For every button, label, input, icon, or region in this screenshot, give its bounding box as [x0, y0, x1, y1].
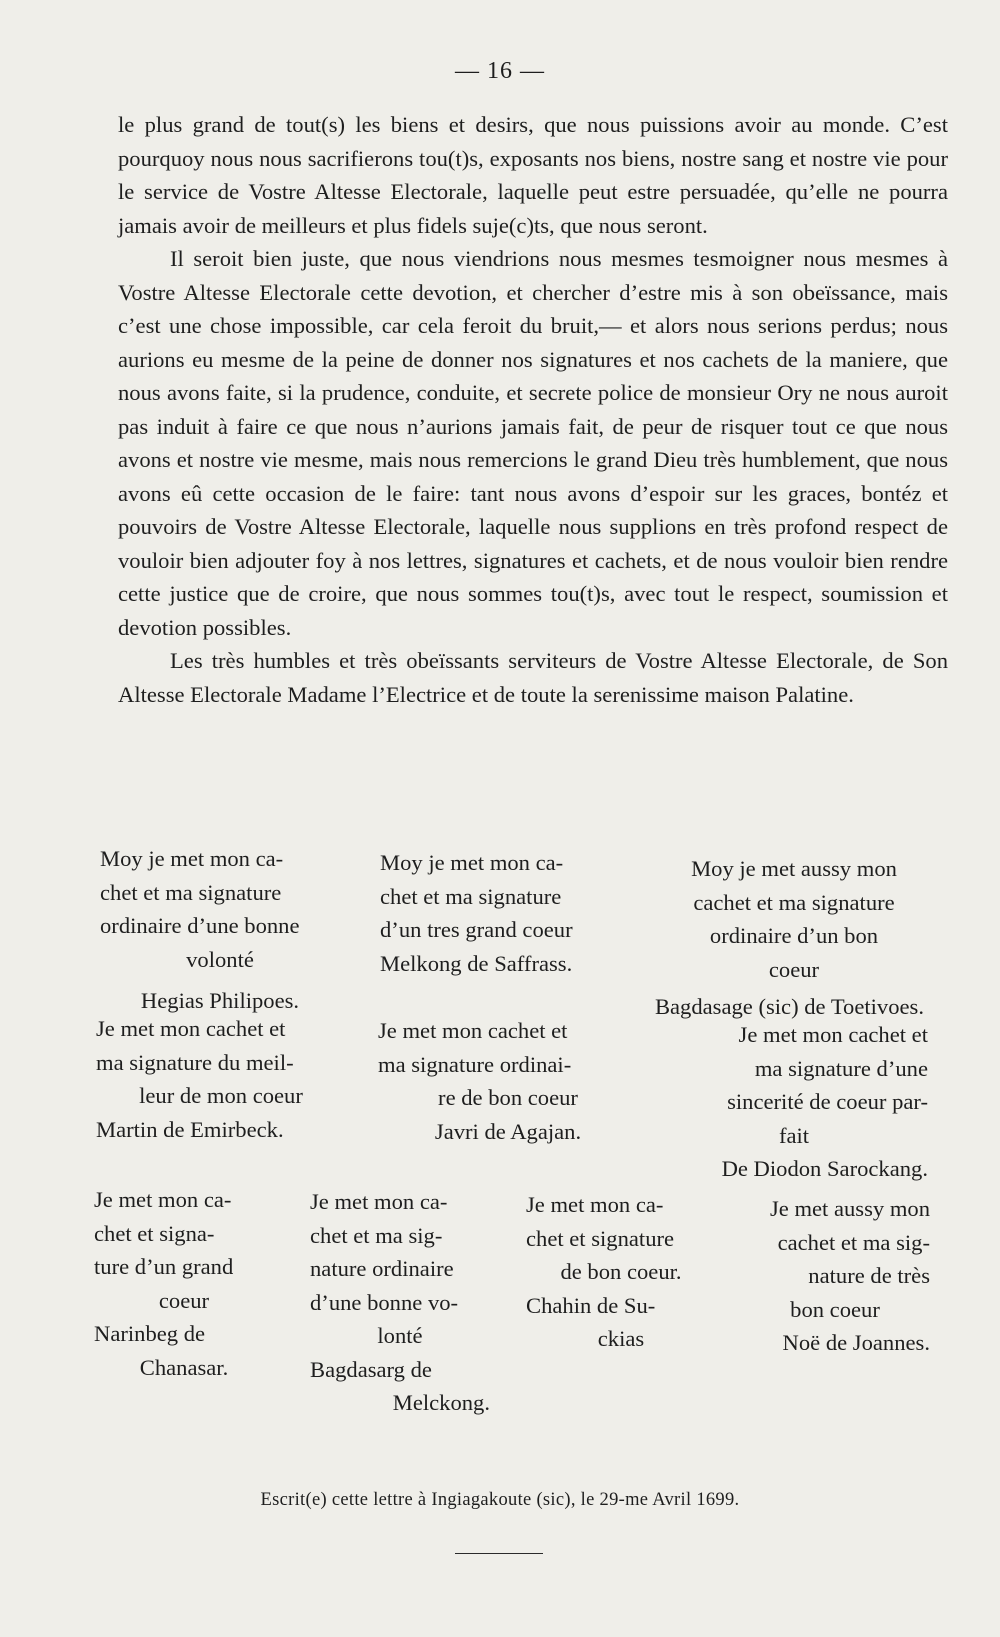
signature-line: Moy je met mon ca-	[380, 850, 564, 875]
paragraph-closing: Les très humbles et très obeïssants serviteurs de Vostre Altesse Electorale, de Son Altesse Electorale Madame l’Electrice et de toute la serenissime maison Palatine.	[118, 648, 948, 707]
signatory-name: ckias	[597, 1326, 645, 1351]
signatory-name: Narinbeg de	[94, 1321, 206, 1346]
signature-javri-de-agajan	[378, 1014, 638, 1148]
signature-line: Je met mon ca-	[94, 1187, 232, 1212]
signature-line: d’un tres grand coeur	[380, 917, 573, 942]
signature-line: lonté	[377, 1323, 423, 1348]
signature-line: ordinaire d’un bon	[709, 923, 879, 948]
signatory-name: Melkong de Saffrass.	[380, 950, 573, 976]
signatory-name: Bagdasage (sic) de Toetivoes.	[654, 994, 924, 1019]
signature-line: Je met mon ca-	[310, 1189, 448, 1214]
signature-line: fait	[778, 1122, 810, 1148]
signatory-name: Chahin de Su-	[526, 1292, 656, 1318]
signature-line: chet et ma sig-	[310, 1222, 443, 1248]
signature-line: ma signature d’une	[754, 1055, 928, 1081]
signature-line: chet et signature	[526, 1225, 675, 1251]
paragraph-2: Il seroit bien juste, que nous viendrions nous mesmes tesmoigner nous mesmes à Vostre Altesse Electorale cette devotion, et chercher d’estre mis à son obeïssance, mais c’est une chose impossible, car cela feroit du bruit,— et alors nous serions perdus; nous aurions eu mesme de la peine de donner nos signatures et nos cachets de la maniere, que nous avons faite, si la prudence, conduite, et secrete police de monsieur Ory ne nous auroit pas induit à faire ce que nous n’aurions jamais fait, de peur de risquer tout ce que nous avons et nostre vie mesme, mais nous remercions le grand Dieu très humblement, que nous avons eû cette occasion de le faire: tant nous avons d’espoir sur les graces, bontéz et pouvoirs de Vostre Altesse Electorale, laquelle nous supplions en très profond respect de vouloir bien adjouter foy à nos lettres, signatures et cachets, et de nous vouloir bien rendre cette justice que de croire, que nous sommes tou(t)s, avec tout le respect, soumission et devotion possibles.	[118, 246, 948, 640]
signature-martin-de-emirbeck	[96, 1012, 346, 1146]
signature-line: Je met aussy mon	[769, 1196, 930, 1221]
signatory-name: Chanasar.	[139, 1354, 229, 1380]
signature-line: ture d’un grand	[94, 1254, 234, 1279]
signature-noe-de-joannes	[740, 1192, 930, 1360]
signature-de-diodon-sarockang	[660, 1018, 928, 1186]
signature-line: Je met mon cachet et	[738, 1022, 928, 1047]
page-number: — 16 —	[455, 58, 545, 84]
signatory-name: Melckong.	[392, 1390, 490, 1415]
signature-line: Je met mon cachet et	[378, 1018, 568, 1043]
signature-line: re de bon coeur	[438, 1085, 578, 1110]
signature-line: cachet et ma sig-	[777, 1229, 930, 1255]
signature-narinbeg-de-chanasar	[94, 1183, 274, 1384]
letter-dateline: Escrit(e) cette lettre à Ingiagakoute (sic), le 29-me Avril 1699.	[260, 1490, 740, 1510]
signature-line: chet et signa-	[94, 1220, 215, 1246]
signature-line: chet et ma signature	[380, 883, 562, 909]
signatory-name: Hegias Philipoes.	[140, 988, 300, 1013]
signatory-name: Bagdasarg de	[310, 1356, 432, 1382]
signature-line: ordinaire d’une bonne	[100, 913, 300, 938]
signature-bagdasage-de-toetivoes	[624, 852, 924, 1024]
signature-line: d’une bonne vo-	[310, 1289, 459, 1315]
signature-line: ma signature du meil-	[96, 1049, 294, 1075]
signature-line: Moy je met aussy mon	[691, 856, 897, 881]
signature-line: bon coeur	[790, 1296, 880, 1322]
signature-line: Je met mon cachet et	[96, 1016, 286, 1041]
signature-line: ma signature ordinai-	[378, 1051, 572, 1077]
signature-hegias-philipoes	[100, 842, 340, 1018]
signature-bagdasarg-de-melckong	[310, 1185, 490, 1420]
paragraph-1: le plus grand de tout(s) les biens et desirs, que nous puissions avoir au monde. C’est pourquoy nous nous sacrifierons tou(t)s, exposants nos biens, nostre sang et nostre vie pour le service de Vostre Altesse Electorale, laquelle peut estre persuadée, qu’elle ne pourra jamais avoir de meilleurs et plus fidels suje(c)ts, que nous seront.	[118, 112, 948, 238]
signature-line: volonté	[186, 946, 254, 972]
signatory-name: Noë de Joannes.	[782, 1330, 930, 1355]
signature-line: sincerité de coeur par-	[727, 1089, 928, 1114]
signatory-name: De Diodon Sarockang.	[721, 1156, 928, 1181]
signature-line: nature de très	[808, 1263, 930, 1288]
signatory-name: Javri de Agajan.	[434, 1118, 582, 1144]
signature-line: nature ordinaire	[310, 1256, 454, 1281]
signature-melkong-de-saffrass	[380, 846, 630, 980]
signature-line: cachet et ma signature	[693, 889, 895, 915]
signature-line: Je met mon ca-	[526, 1192, 664, 1217]
signature-line: Moy je met mon ca-	[100, 846, 284, 871]
signature-line: de bon coeur.	[560, 1259, 682, 1284]
signature-line: coeur	[768, 956, 820, 982]
signatory-name: Martin de Emirbeck.	[96, 1116, 284, 1142]
footer-divider	[455, 1553, 543, 1554]
signature-chahin-de-suckias	[526, 1188, 716, 1356]
signature-line: coeur	[158, 1287, 210, 1313]
signature-line: chet et ma signature	[100, 879, 282, 905]
signature-line: leur de mon coeur	[139, 1083, 303, 1108]
letter-body	[118, 108, 948, 711]
